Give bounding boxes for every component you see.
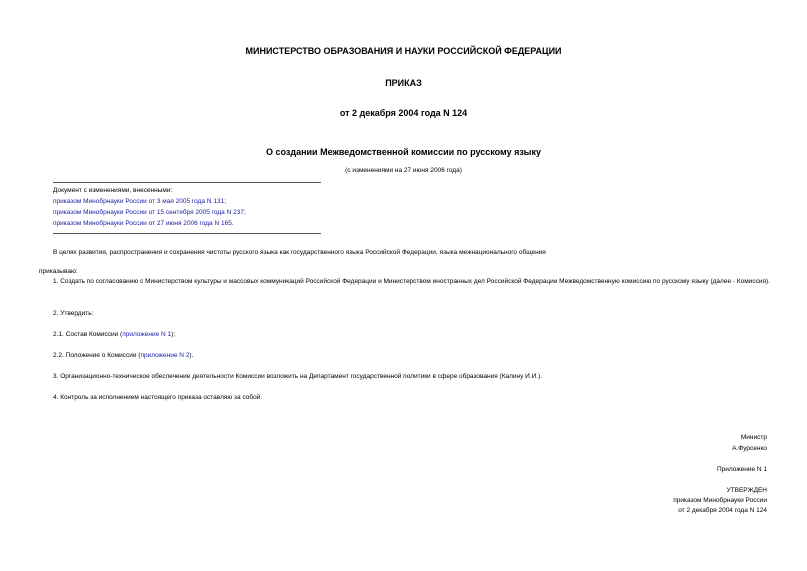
preamble-paragraph: В целях развития, распространения и сохранения чистоты русского языка как государственного языка Российской Федерации, языка межнационального общения	[53, 249, 546, 256]
amendment-link-2-sep: ;	[243, 209, 246, 216]
changes-box-top-rule	[53, 182, 321, 183]
amendment-link-3[interactable]: приказом Минобрнауки России от 27 июня 2006 года N 165	[53, 220, 232, 227]
appendix-1-link[interactable]: приложение N 1	[122, 331, 172, 338]
doc-type-heading: ПРИКАЗ	[385, 78, 422, 88]
changes-box-link-row-1	[53, 197, 226, 206]
appendix-approved: УТВЕРЖДЕН	[726, 487, 767, 494]
appendix-by-order: приказом Минобрнауки России	[673, 497, 767, 504]
changes-box-intro: Документ с изменениями, внесенными:	[53, 187, 173, 194]
changes-box-bottom-rule	[53, 233, 321, 234]
doc-date-number: от 2 декабря 2004 года N 124	[339, 108, 468, 118]
paragraph-2-1-text: 2.1. Состав Комиссии (	[53, 331, 123, 338]
paragraph-2-2-end: ).	[189, 352, 194, 359]
appendix-label: Приложение N 1	[716, 466, 767, 473]
paragraph-2-1	[53, 330, 175, 339]
amendment-link-2[interactable]: приказом Минобрнауки России от 15 сентября 2005 года N 237	[53, 209, 244, 216]
paragraph-1: 1. Создать по согласованию с Министерством культуры и массовых коммуникаций Российской Федерации и Министерством иностранных дел Российской Федерации Межведомственную комиссию по русскому языку (далее - Комиссия).	[53, 278, 770, 285]
paragraph-2-2	[53, 351, 193, 360]
signature-name: А.Фурсенко	[732, 445, 767, 452]
amendment-link-1-sep: ;	[224, 198, 226, 205]
changes-box-link-row-3	[53, 219, 234, 228]
paragraph-2-1-end: );	[171, 331, 176, 338]
changes-box-link-row-2	[53, 208, 246, 217]
amendment-note: (с изменениями на 27 июня 2006 года)	[345, 167, 462, 174]
signature-position: Министр	[740, 434, 767, 441]
order-word: приказываю:	[39, 268, 78, 275]
paragraph-2: 2. Утвердить:	[53, 310, 94, 317]
amendment-link-1[interactable]: приказом Минобрнауки России от 3 мая 2005 года N 131	[53, 198, 225, 205]
ministry-heading: МИНИСТЕРСТВО ОБРАЗОВАНИЯ И НАУКИ РОССИЙСКОЙ ФЕДЕРАЦИИ	[245, 46, 562, 56]
document-title: О создании Межведомственной комиссии по русскому языку	[266, 147, 541, 157]
amendment-link-3-sep: .	[231, 220, 234, 227]
appendix-2-link[interactable]: приложение N 2	[140, 352, 190, 359]
paragraph-3: 3. Организационно-техническое обеспечение деятельности Комиссии возложить на Департамент государственной политики в сфере образования (Калину И.И.).	[53, 373, 543, 380]
appendix-date-number: от 2 декабря 2004 года N 124	[678, 507, 767, 514]
paragraph-2-2-text: 2.2. Положение о Комиссии (	[53, 352, 141, 359]
paragraph-4: 4. Контроль за исполнением настоящего приказа оставляю за собой.	[53, 394, 263, 401]
